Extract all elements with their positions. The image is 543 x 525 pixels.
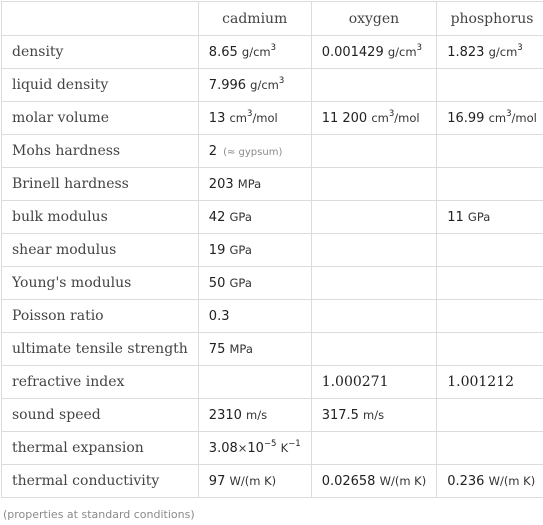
cadmium-value [198, 300, 311, 333]
cadmium-value [198, 399, 311, 432]
cadmium-value [198, 135, 311, 168]
row-label: density [2, 36, 199, 69]
value-unit: MPa [237, 176, 262, 191]
unit-exponent: 3 [247, 108, 253, 119]
oxygen-value [311, 201, 437, 234]
unit-exponent: 3 [278, 75, 285, 86]
phosphorus-value [437, 36, 543, 69]
value-unit: g/cm [250, 77, 279, 92]
value-unit: m/s [363, 407, 385, 422]
value-number: 50 [208, 275, 226, 291]
value-unit: cm [371, 110, 389, 125]
unit-exponent: 3 [388, 108, 395, 119]
row-label: bulk modulus [2, 201, 199, 234]
value-base: 10 [247, 440, 264, 456]
value-number: 203 [208, 176, 234, 192]
value-mantissa: 3.08 [208, 440, 238, 456]
row-label: Young's modulus [2, 267, 199, 300]
oxygen-value [311, 102, 437, 135]
unit-exponent: 3 [416, 42, 422, 53]
phosphorus-value [437, 168, 543, 201]
cadmium-value [198, 432, 311, 465]
value-number: 1.001212 [447, 374, 515, 390]
phosphorus-value [437, 135, 543, 168]
value-unit-suffix: /mol [394, 110, 420, 125]
properties-table [1, 1, 543, 498]
value-unit: GPa [229, 242, 252, 257]
value-number: 16.99 [447, 110, 485, 126]
table-row [2, 465, 543, 498]
oxygen-value [311, 36, 437, 69]
row-label: ultimate tensile strength [2, 333, 199, 366]
cadmium-value [198, 333, 311, 366]
table-row [2, 432, 543, 465]
cadmium-value [198, 168, 311, 201]
value-exponent: −5 [263, 438, 277, 449]
oxygen-value [311, 432, 437, 465]
unit-exponent: 3 [270, 42, 277, 53]
column-header-oxygen: oxygen [311, 2, 437, 36]
value-number: 42 [208, 209, 226, 225]
phosphorus-value [437, 201, 543, 234]
oxygen-value [311, 168, 437, 201]
value-number: 19 [208, 242, 226, 258]
oxygen-value [311, 267, 437, 300]
row-label: liquid density [2, 69, 199, 102]
value-unit: W/(m K) [229, 473, 277, 488]
phosphorus-value [437, 69, 543, 102]
table-row [2, 69, 543, 102]
table-row [2, 36, 543, 69]
table-row [2, 333, 543, 366]
value-unit: m/s [246, 407, 268, 422]
row-label: shear modulus [2, 234, 199, 267]
value-unit: GPa [467, 209, 491, 224]
value-number: 11 200 [321, 110, 368, 126]
phosphorus-value [437, 432, 543, 465]
header-row [2, 2, 543, 36]
oxygen-value [311, 69, 437, 102]
column-header-cadmium: cadmium [198, 2, 311, 36]
value-unit-suffix: /mol [252, 110, 278, 125]
phosphorus-value [437, 366, 543, 399]
value-number: 1.823 [447, 44, 485, 60]
oxygen-value [311, 300, 437, 333]
cadmium-value [198, 69, 311, 102]
table-row [2, 102, 543, 135]
oxygen-value [311, 333, 437, 366]
phosphorus-value [437, 300, 543, 333]
value-unit: W/(m K) [488, 473, 536, 488]
value-number: 0.3 [208, 308, 230, 324]
oxygen-value [311, 465, 437, 498]
value-number: 11 [447, 209, 464, 225]
value-number: 1.000271 [321, 374, 389, 390]
oxygen-value [311, 135, 437, 168]
value-unit: g/cm [387, 44, 417, 59]
table-row [2, 135, 543, 168]
table-row [2, 201, 543, 234]
phosphorus-value [437, 267, 543, 300]
row-label: Mohs hardness [2, 135, 199, 168]
phosphorus-value [437, 465, 543, 498]
row-label: refractive index [2, 366, 199, 399]
table-row [2, 366, 543, 399]
phosphorus-value [437, 399, 543, 432]
value-unit: g/cm [488, 44, 518, 59]
unit-exponent: 3 [506, 108, 512, 119]
value-number: 2 [208, 143, 218, 159]
phosphorus-value [437, 333, 543, 366]
unit-exponent: 3 [517, 42, 523, 53]
value-unit: K [280, 440, 289, 455]
phosphorus-value [437, 234, 543, 267]
cadmium-value [198, 36, 311, 69]
value-unit: GPa [229, 209, 252, 224]
value-unit: g/cm [241, 44, 271, 59]
oxygen-value [311, 399, 437, 432]
table-row [2, 267, 543, 300]
phosphorus-value [437, 102, 543, 135]
row-label: thermal conductivity [2, 465, 199, 498]
value-number: 0.001429 [321, 44, 384, 60]
value-note: (≈ gypsum) [223, 146, 283, 158]
oxygen-value [311, 366, 437, 399]
cadmium-value [198, 267, 311, 300]
times-sign: × [237, 440, 248, 455]
header-empty-cell [2, 2, 199, 36]
table-row [2, 168, 543, 201]
value-number: 75 [208, 341, 226, 357]
value-number: 317.5 [321, 407, 359, 423]
value-number: 0.236 [447, 473, 485, 489]
row-label: sound speed [2, 399, 199, 432]
cadmium-value [198, 234, 311, 267]
oxygen-value [311, 234, 437, 267]
cadmium-value [198, 465, 311, 498]
value-unit: W/(m K) [379, 473, 427, 488]
row-label: Brinell hardness [2, 168, 199, 201]
footnote: (properties at standard conditions) [3, 508, 195, 521]
value-number: 2310 [208, 407, 242, 423]
value-number: 7.996 [208, 77, 247, 93]
value-unit: GPa [229, 275, 252, 290]
row-label: thermal expansion [2, 432, 199, 465]
value-unit: MPa [229, 341, 253, 356]
value-number: 8.65 [208, 44, 238, 60]
cadmium-value [198, 102, 311, 135]
table-row [2, 399, 543, 432]
cadmium-value [198, 201, 311, 234]
cadmium-value [198, 366, 311, 399]
table-row [2, 234, 543, 267]
value-number: 0.02658 [321, 473, 376, 489]
row-label: Poisson ratio [2, 300, 199, 333]
value-number: 97 [208, 473, 226, 489]
unit-exponent: −1 [288, 438, 301, 449]
value-unit-suffix: /mol [511, 110, 537, 125]
value-unit: cm [229, 110, 248, 125]
column-header-phosphorus: phosphorus [437, 2, 543, 36]
table-row [2, 300, 543, 333]
value-number: 13 [208, 110, 226, 126]
value-unit: cm [488, 110, 507, 125]
row-label: molar volume [2, 102, 199, 135]
